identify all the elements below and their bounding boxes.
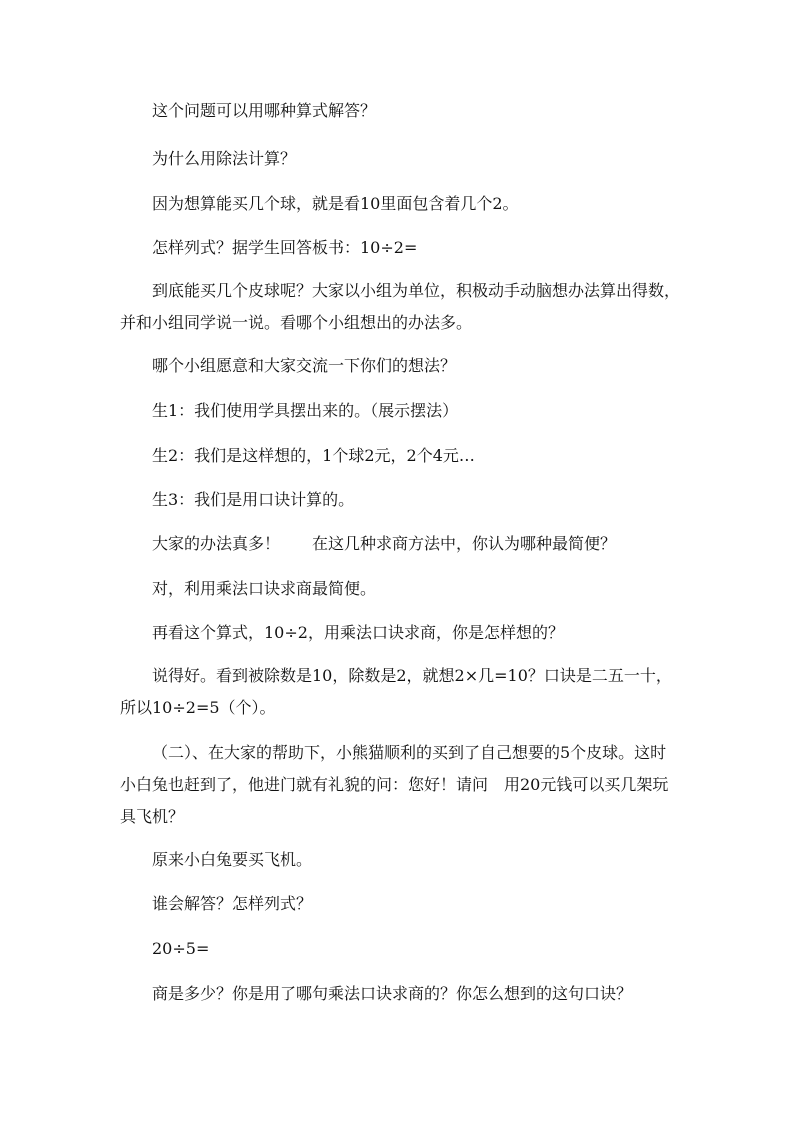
paragraph-multiplication-rhyme: 对，利用乘法口诀求商最简便。 — [152, 579, 377, 598]
paragraph-section-two: （二）、在大家的帮助下，小熊猫顺利的买到了自己想要的5个皮球。这时小白兔也赶到了，他进门就有礼貌的问：您好！请问 用20元钱可以买几架玩具飞机？ — [120, 743, 669, 826]
paragraph-revisit-equation: 再看这个算式，10÷2，用乘法口诀求商，你是怎样想的？ — [152, 623, 564, 642]
paragraph-question-method: 这个问题可以用哪种算式解答？ — [152, 101, 377, 120]
paragraph-equation-board: 怎样列式？据学生回答板书：10÷2= — [152, 238, 418, 257]
paragraph-group-share: 哪个小组愿意和大家交流一下你们的想法？ — [152, 356, 457, 375]
paragraph-rabbit-plane: 原来小白兔要买飞机。 — [152, 850, 313, 869]
paragraph-student-2: 生2：我们是这样想的，1个球2元，2个4元… — [152, 446, 475, 465]
paragraph-student-1: 生1：我们使用学具摆出来的。（展示摆法） — [152, 401, 459, 420]
paragraph-explanation: 说得好。看到被除数是10，除数是2，就想2×几=10？口诀是二五一十，所以10÷2=5（个）。 — [120, 666, 672, 717]
paragraph-why-division: 为什么用除法计算？ — [152, 149, 297, 168]
paragraph-quotient-question: 商是多少？你是用了哪句乘法口诀求商的？你怎么想到的这句口诀？ — [152, 984, 633, 1003]
paragraph-who-can-answer: 谁会解答？怎样列式？ — [152, 894, 313, 913]
paragraph-simplest-method: 大家的办法真多！ 在这几种求商方法中，你认为哪种最简便？ — [152, 534, 617, 553]
paragraph-group-activity: 到底能买几个皮球呢？大家以小组为单位，积极动手动脑想办法算出得数，并和小组同学说一说。看哪个小组想出的办法多。 — [120, 281, 681, 332]
paragraph-reason: 因为想算能买几个球，就是看10里面包含着几个2。 — [152, 194, 519, 213]
paragraph-student-3: 生3：我们是用口诀计算的。 — [152, 490, 355, 509]
paragraph-equation-20-5: 20÷5= — [152, 939, 210, 958]
